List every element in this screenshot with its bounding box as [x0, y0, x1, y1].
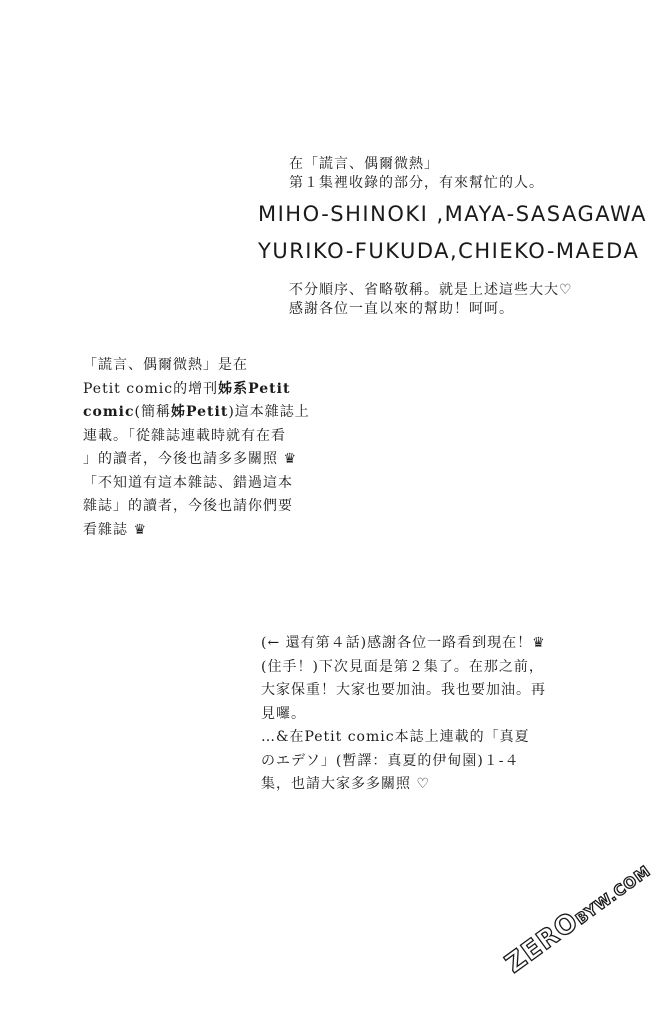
- magazine-note-line-1: 「謊言、偶爾微熱」是在: [83, 357, 248, 373]
- magazine-note: [83, 354, 310, 542]
- magazine-note-line-7: 雜誌」的讀者，今後也請你們要: [83, 498, 293, 514]
- thanks-intro-line-1: 在「謊言、偶爾微熱」: [289, 156, 439, 172]
- magazine-note-line-4: 連載。「從雜誌連載時就有在看: [83, 427, 286, 444]
- thanks-closing: [289, 281, 573, 319]
- closing-message-line-5: …&在Petit comic本誌上連載的「真夏: [261, 729, 530, 745]
- assistant-names: [258, 196, 647, 270]
- watermark-suffix: BYW.COM: [572, 861, 655, 929]
- magazine-note-line-8: 看雜誌 ♛: [83, 521, 148, 538]
- closing-message-line-4: 見囉。: [261, 705, 306, 722]
- closing-message-line-7: 集，也請大家多多關照 ♡: [261, 776, 431, 792]
- magazine-note-line-3-b: (簡稱: [134, 404, 171, 420]
- thanks-closing-line-1: 不分順序、省略敬稱。就是上述這些大大♡: [289, 282, 573, 298]
- magazine-note-line-3-d: )這本雜誌上: [228, 404, 310, 420]
- site-watermark: [500, 855, 655, 980]
- closing-message-line-3: 大家保重！大家也要加油。我也要加油。再: [261, 682, 546, 698]
- magazine-note-line-2: [83, 378, 310, 402]
- magazine-title-bold-cont: comic: [83, 404, 135, 420]
- closing-message: [261, 632, 546, 797]
- watermark-main: ZERO: [500, 906, 585, 980]
- magazine-note-line-2-a: Petit comic的增刊: [83, 380, 219, 397]
- closing-message-line-2: (住手！)下次見面是第２集了。在那之前，: [261, 658, 544, 675]
- magazine-note-line-3: [83, 401, 310, 425]
- closing-message-line-1: (← 還有第４話)感謝各位一路看到現在！♛: [261, 635, 546, 651]
- thanks-intro-line-2: 第１集裡收錄的部分，有來幫忙的人。: [289, 175, 544, 191]
- magazine-short-title: 姊Petit: [171, 404, 229, 420]
- closing-message-line-6: のエデソ」(暫譯：真夏的伊甸園)１-４: [261, 752, 520, 769]
- magazine-note-line-5: 」的讀者，今後也請多多關照 ♛: [83, 451, 298, 467]
- thanks-closing-line-2: 感謝各位一直以來的幫助！呵呵。: [289, 301, 514, 317]
- thanks-intro: [289, 155, 544, 193]
- assistant-names-line-1: MIHO-SHINOKI ,MAYA-SASAGAWA: [258, 202, 647, 226]
- assistant-names-line-2: YURIKO-FUKUDA,CHIEKO-MAEDA: [258, 239, 640, 263]
- magazine-title-bold: 姊系Petit: [218, 380, 291, 397]
- magazine-note-line-6: 「不知道有這本雜誌、錯過這本: [83, 474, 293, 491]
